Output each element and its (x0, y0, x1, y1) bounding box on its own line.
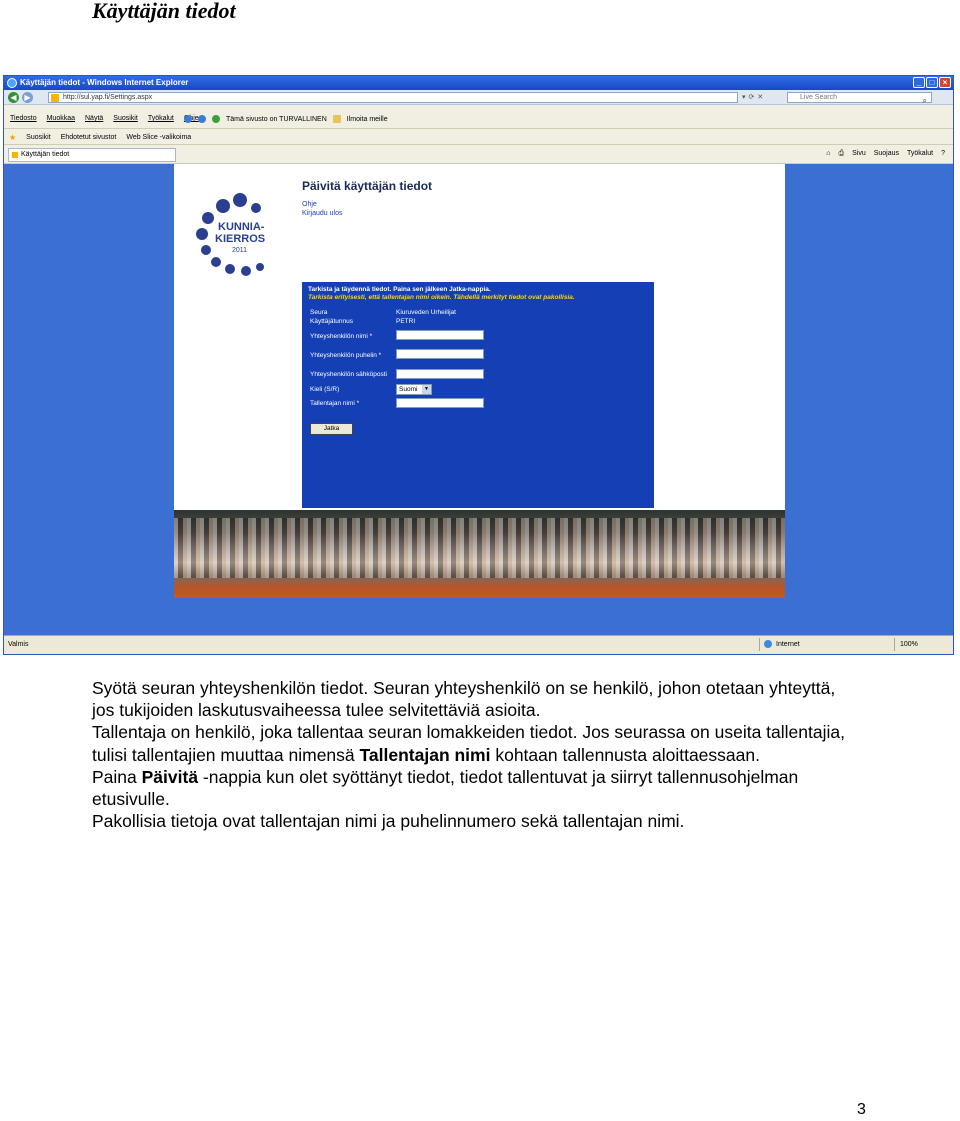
menu-file[interactable]: Tiedosto (10, 115, 37, 122)
runners-crowd-image (174, 510, 785, 598)
language-value: Suomi (399, 386, 418, 393)
help-link[interactable]: Ohje (302, 201, 317, 208)
logout-link[interactable]: Kirjaudu ulos (302, 210, 343, 217)
tab-kayttajan-tiedot[interactable] (8, 148, 176, 162)
continue-button[interactable]: Jatka (310, 423, 353, 435)
address-input[interactable] (48, 92, 738, 103)
star-icon: ★ (9, 133, 17, 142)
address-bar (4, 90, 953, 105)
tab-label: Käyttäjän tiedot (21, 151, 70, 158)
minimize-icon[interactable]: _ (913, 77, 925, 88)
back-icon[interactable]: ◀ (8, 92, 19, 103)
contact-name-input[interactable] (396, 330, 484, 340)
menu-bar (4, 105, 953, 129)
contact-phone-input[interactable] (396, 349, 484, 359)
home-icon-tab[interactable]: ⌂ (826, 150, 831, 157)
report-icon (333, 115, 341, 123)
page-menu[interactable]: Sivu (852, 150, 866, 157)
menu-tools[interactable]: Työkalut (147, 115, 174, 122)
feeds-icon[interactable] (198, 115, 206, 123)
body-text (92, 677, 862, 832)
search-icon[interactable]: ⌕ (922, 96, 927, 105)
forward-icon[interactable]: ▶ (22, 92, 33, 103)
page-icon (51, 94, 59, 102)
security-menu[interactable]: Suojaus (873, 150, 900, 157)
help-icon[interactable]: ? (941, 150, 945, 157)
update-emphasis: Päivitä (141, 766, 199, 787)
maximize-icon[interactable]: □ (926, 77, 938, 88)
logo-text-2: KIERROS (215, 233, 266, 245)
refresh-stop-icons[interactable]: ▾⟳✕ (742, 94, 767, 101)
status-text: Valmis (8, 641, 29, 648)
page-number: 3 (857, 1101, 866, 1118)
tab-bar (4, 145, 953, 164)
browser-screenshot (3, 75, 954, 655)
paragraph-saver: Tallentaja on henkilö, joka tallentaa seuran lomakkeiden tiedot. Jos seurassa on useita tallentajia, tulisi tallentajien muuttaa nimensä Tallentajan nimi kohtaan tallennusta aloittaessaan. (92, 722, 845, 765)
page-heading: Päivitä käyttäjän tiedot (302, 179, 433, 193)
safety-icon (212, 115, 220, 123)
ie-icon (7, 78, 17, 88)
saver-name-emphasis: Tallentajan nimi (359, 744, 491, 765)
chevron-down-icon[interactable]: ▼ (422, 385, 431, 394)
username-value: PETRI (396, 318, 416, 325)
kunniakierros-logo (188, 182, 288, 282)
browser-viewport (4, 164, 953, 638)
club-label: Seura (310, 309, 328, 316)
paragraph-update: Paina Päivitä -nappia kun olet syöttänyt tiedot, tiedot tallentuvat ja siirryt tallennusohjelman etusivulle. (92, 766, 799, 810)
web-slice-gallery[interactable]: Web Slice -valikoima (126, 134, 192, 141)
contact-phone-label: Yhteyshenkilön puhelin * (310, 352, 382, 359)
zoom-level[interactable]: 100% (900, 641, 918, 648)
print-icon[interactable]: ⎙ (838, 150, 845, 157)
status-bar (4, 635, 953, 654)
home-icon[interactable] (184, 115, 192, 123)
document-title: Käyttäjän tiedot (92, 0, 236, 23)
paragraph-required: Pakollisia tietoja ovat tallentajan nimi ja puhelinnumero sekä tallentajan nimi. (92, 811, 685, 832)
menu-favorites[interactable]: Suosikit (113, 115, 138, 122)
paragraph-contact: Syötä seuran yhteyshenkilön tiedot. Seuran yhteyshenkilö on se henkilö, johon otetaan yhteyttä, jos tukijoiden laskutusvaiheessa tulee selvitettäviä asioita. (92, 678, 836, 721)
saver-name-label: Tallentajan nimi * (310, 400, 360, 407)
contact-email-input[interactable] (396, 369, 484, 379)
language-select[interactable] (396, 384, 432, 395)
form-instructions: Tarkista ja täydennä tiedot. Paina sen jälkeen Jatka-nappia. (308, 286, 491, 293)
address-text: http://sul.yap.fi/Settings.aspx (63, 94, 153, 101)
favorites-bar (4, 129, 953, 145)
tab-page-icon (12, 152, 18, 158)
zone-label: Internet (776, 640, 800, 648)
globe-icon (764, 640, 772, 648)
saver-name-input[interactable] (396, 398, 484, 408)
close-icon[interactable]: × (939, 77, 951, 88)
tools-menu[interactable]: Työkalut (907, 150, 934, 157)
search-placeholder: Live Search (800, 94, 837, 101)
user-form (302, 282, 654, 508)
contact-email-label: Yhteyshenkilön sähköposti (310, 371, 387, 378)
logo-text-1: KUNNIA- (218, 221, 265, 233)
menu-edit[interactable]: Muokkaa (46, 115, 75, 122)
menu-view[interactable]: Näytä (85, 115, 104, 122)
form-warning: Tarkista erityisesti, että tallentajan nimi oikein. Tähdellä merkityt tiedot ovat pakollisia. (308, 294, 575, 301)
suggested-sites[interactable]: Ehdotetut sivustot (60, 134, 117, 141)
logo-text-3: 2011 (232, 247, 248, 254)
security-zone (764, 640, 800, 648)
safe-site-text[interactable]: Tämä sivusto on TURVALLINEN (226, 115, 327, 123)
contact-name-label: Yhteyshenkilön nimi * (310, 333, 373, 340)
report-link[interactable]: Ilmoita meille (346, 115, 388, 123)
window-title: Käyttäjän tiedot - Windows Internet Explorer (20, 78, 189, 87)
language-label: Kieli (S/R) (310, 386, 340, 393)
club-value: Kiuruveden Urheilijat (396, 309, 456, 316)
favorites-button[interactable]: Suosikit (26, 134, 51, 141)
username-label: Käyttäjätunnus (310, 318, 354, 325)
window-titlebar (4, 76, 953, 90)
search-input[interactable] (787, 92, 932, 103)
